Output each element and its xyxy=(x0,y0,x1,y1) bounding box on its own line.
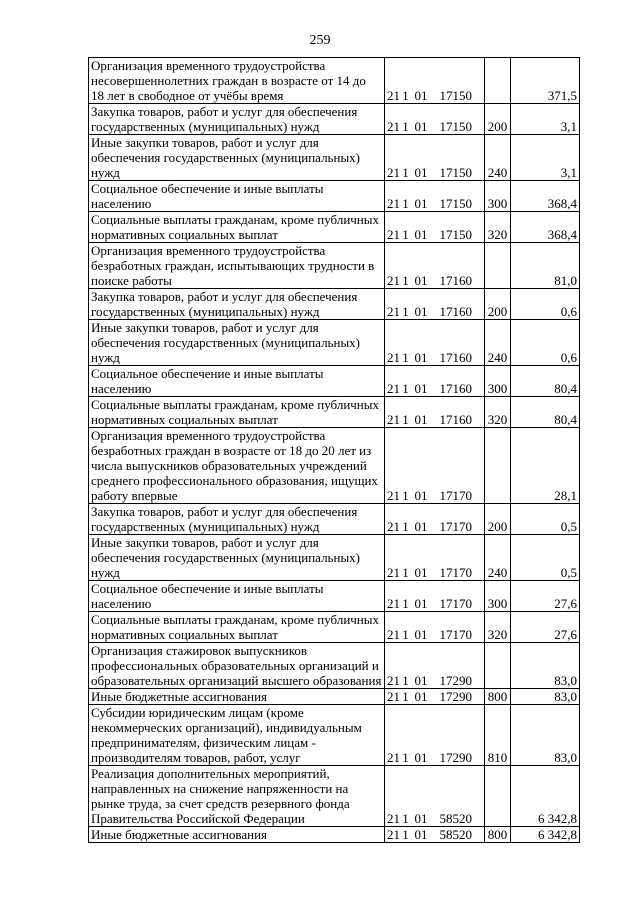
table-row xyxy=(89,289,580,320)
code-subprogram: 1 xyxy=(402,227,409,242)
table-row xyxy=(89,535,580,581)
classification-code xyxy=(385,612,485,643)
table-row xyxy=(89,428,580,504)
code-program: 21 xyxy=(387,88,400,103)
page-number: 259 xyxy=(309,33,331,48)
expense-description: Закупка товаров, работ и услуг для обеспечения государственных (муниципальных) нужд xyxy=(89,504,385,535)
code-main-activity: 01 xyxy=(414,673,428,688)
expense-type-code: 300 xyxy=(485,581,511,612)
code-subprogram: 1 xyxy=(402,519,409,534)
code-subprogram: 1 xyxy=(402,273,409,288)
code-main-activity: 01 xyxy=(414,488,428,503)
code-direction: 17170 xyxy=(439,488,472,503)
code-main-activity: 01 xyxy=(414,627,428,642)
code-main-activity: 01 xyxy=(414,750,428,765)
amount: 28,1 xyxy=(511,428,580,504)
code-main-activity: 01 xyxy=(414,827,428,842)
code-main-activity: 01 xyxy=(414,88,428,103)
code-main-activity: 01 xyxy=(414,381,428,396)
budget-table-body xyxy=(89,58,580,843)
classification-code xyxy=(385,504,485,535)
code-main-activity: 01 xyxy=(414,689,428,704)
code-subprogram: 1 xyxy=(402,627,409,642)
code-direction: 17150 xyxy=(439,88,472,103)
code-direction: 17170 xyxy=(439,627,472,642)
code-subprogram: 1 xyxy=(402,750,409,765)
expense-type-code: 810 xyxy=(485,705,511,766)
code-program: 21 xyxy=(387,565,400,580)
code-subprogram: 1 xyxy=(402,88,409,103)
classification-code xyxy=(385,289,485,320)
expense-type-code xyxy=(485,428,511,504)
table-row xyxy=(89,181,580,212)
code-direction: 17170 xyxy=(439,596,472,611)
code-direction: 17290 xyxy=(439,673,472,688)
code-subprogram: 1 xyxy=(402,381,409,396)
code-direction: 17290 xyxy=(439,750,472,765)
code-program: 21 xyxy=(387,350,400,365)
expense-type-code: 200 xyxy=(485,104,511,135)
classification-code xyxy=(385,104,485,135)
code-direction: 17160 xyxy=(439,381,472,396)
code-direction: 58520 xyxy=(439,811,472,826)
classification-code xyxy=(385,397,485,428)
expense-description: Организация стажировок выпускников профессиональных образовательных организаций и образовательных организаций высшего образования xyxy=(89,643,385,689)
code-direction: 17160 xyxy=(439,412,472,427)
amount: 0,6 xyxy=(511,289,580,320)
expense-type-code: 240 xyxy=(485,535,511,581)
expense-description: Реализация дополнительных мероприятий, направленных на снижение напряженности на рынке труда, за счет средств резервного фонда Правительства Российской Федерации xyxy=(89,766,385,827)
expense-type-code: 320 xyxy=(485,612,511,643)
amount: 83,0 xyxy=(511,689,580,705)
amount: 0,6 xyxy=(511,320,580,366)
amount: 27,6 xyxy=(511,612,580,643)
code-main-activity: 01 xyxy=(414,165,428,180)
amount: 27,6 xyxy=(511,581,580,612)
classification-code xyxy=(385,581,485,612)
amount: 81,0 xyxy=(511,243,580,289)
expense-type-code: 300 xyxy=(485,181,511,212)
amount: 6 342,8 xyxy=(511,766,580,827)
table-row xyxy=(89,135,580,181)
code-subprogram: 1 xyxy=(402,565,409,580)
code-subprogram: 1 xyxy=(402,350,409,365)
code-program: 21 xyxy=(387,196,400,211)
amount: 80,4 xyxy=(511,366,580,397)
code-main-activity: 01 xyxy=(414,596,428,611)
expense-description: Иные бюджетные ассигнования xyxy=(89,827,385,843)
code-program: 21 xyxy=(387,673,400,688)
expense-description: Социальное обеспечение и иные выплаты населению xyxy=(89,581,385,612)
code-direction: 17170 xyxy=(439,519,472,534)
code-direction: 17290 xyxy=(439,689,472,704)
code-direction: 17150 xyxy=(439,119,472,134)
code-program: 21 xyxy=(387,488,400,503)
code-program: 21 xyxy=(387,304,400,319)
table-row xyxy=(89,212,580,243)
expense-description: Социальное обеспечение и иные выплаты населению xyxy=(89,366,385,397)
classification-code xyxy=(385,212,485,243)
classification-code xyxy=(385,428,485,504)
expense-type-code xyxy=(485,643,511,689)
code-program: 21 xyxy=(387,227,400,242)
table-row xyxy=(89,397,580,428)
amount: 368,4 xyxy=(511,181,580,212)
classification-code xyxy=(385,766,485,827)
code-direction: 17150 xyxy=(439,165,472,180)
expense-type-code: 320 xyxy=(485,397,511,428)
code-main-activity: 01 xyxy=(414,519,428,534)
code-direction: 17150 xyxy=(439,227,472,242)
code-subprogram: 1 xyxy=(402,196,409,211)
expense-type-code: 200 xyxy=(485,504,511,535)
code-program: 21 xyxy=(387,827,400,842)
code-main-activity: 01 xyxy=(414,196,428,211)
code-main-activity: 01 xyxy=(414,811,428,826)
amount: 3,1 xyxy=(511,104,580,135)
expense-type-code: 200 xyxy=(485,289,511,320)
code-main-activity: 01 xyxy=(414,412,428,427)
code-program: 21 xyxy=(387,750,400,765)
expense-description: Организация временного трудоустройства несовершеннолетних граждан в возрасте от 14 до 18 лет в свободное от учёбы время xyxy=(89,58,385,104)
expense-type-code xyxy=(485,766,511,827)
code-program: 21 xyxy=(387,165,400,180)
code-main-activity: 01 xyxy=(414,304,428,319)
table-row xyxy=(89,689,580,705)
code-main-activity: 01 xyxy=(414,227,428,242)
code-main-activity: 01 xyxy=(414,119,428,134)
table-row xyxy=(89,58,580,104)
code-main-activity: 01 xyxy=(414,350,428,365)
code-program: 21 xyxy=(387,627,400,642)
table-row xyxy=(89,104,580,135)
expense-description: Социальные выплаты гражданам, кроме публичных нормативных социальных выплат xyxy=(89,212,385,243)
classification-code xyxy=(385,366,485,397)
table-row xyxy=(89,827,580,843)
amount: 83,0 xyxy=(511,643,580,689)
code-direction: 17160 xyxy=(439,273,472,288)
code-subprogram: 1 xyxy=(402,689,409,704)
code-program: 21 xyxy=(387,273,400,288)
table-row xyxy=(89,504,580,535)
table-row xyxy=(89,705,580,766)
table-row xyxy=(89,766,580,827)
code-program: 21 xyxy=(387,119,400,134)
code-program: 21 xyxy=(387,596,400,611)
table-row xyxy=(89,243,580,289)
expense-description: Иные закупки товаров, работ и услуг для обеспечения государственных (муниципальных) нужд xyxy=(89,320,385,366)
code-subprogram: 1 xyxy=(402,596,409,611)
code-direction: 58520 xyxy=(439,827,472,842)
amount: 83,0 xyxy=(511,705,580,766)
table-row xyxy=(89,366,580,397)
expense-description: Социальные выплаты гражданам, кроме публичных нормативных социальных выплат xyxy=(89,397,385,428)
code-subprogram: 1 xyxy=(402,412,409,427)
expense-description: Социальное обеспечение и иные выплаты населению xyxy=(89,181,385,212)
classification-code xyxy=(385,320,485,366)
code-subprogram: 1 xyxy=(402,811,409,826)
classification-code xyxy=(385,643,485,689)
code-direction: 17160 xyxy=(439,350,472,365)
table-row xyxy=(89,581,580,612)
expense-description: Социальные выплаты гражданам, кроме публичных нормативных социальных выплат xyxy=(89,612,385,643)
classification-code xyxy=(385,181,485,212)
code-main-activity: 01 xyxy=(414,565,428,580)
classification-code xyxy=(385,705,485,766)
code-program: 21 xyxy=(387,519,400,534)
amount: 371,5 xyxy=(511,58,580,104)
table-row xyxy=(89,612,580,643)
classification-code xyxy=(385,243,485,289)
code-subprogram: 1 xyxy=(402,827,409,842)
expense-type-code xyxy=(485,58,511,104)
amount: 3,1 xyxy=(511,135,580,181)
expense-description: Закупка товаров, работ и услуг для обеспечения государственных (муниципальных) нужд xyxy=(89,104,385,135)
amount: 0,5 xyxy=(511,535,580,581)
table-row xyxy=(89,643,580,689)
classification-code xyxy=(385,135,485,181)
budget-table xyxy=(88,57,580,843)
expense-description: Субсидии юридическим лицам (кроме некоммерческих организаций), индивидуальным предпринимателям, физическим лицам - производителям товаров, работ, услуг xyxy=(89,705,385,766)
expense-type-code: 800 xyxy=(485,689,511,705)
code-program: 21 xyxy=(387,811,400,826)
expense-description: Иные бюджетные ассигнования xyxy=(89,689,385,705)
amount: 80,4 xyxy=(511,397,580,428)
code-subprogram: 1 xyxy=(402,673,409,688)
expense-type-code xyxy=(485,243,511,289)
code-subprogram: 1 xyxy=(402,488,409,503)
expense-type-code: 300 xyxy=(485,366,511,397)
code-direction: 17160 xyxy=(439,304,472,319)
code-subprogram: 1 xyxy=(402,165,409,180)
code-subprogram: 1 xyxy=(402,304,409,319)
classification-code xyxy=(385,827,485,843)
code-program: 21 xyxy=(387,412,400,427)
expense-type-code: 240 xyxy=(485,320,511,366)
expense-description: Иные закупки товаров, работ и услуг для обеспечения государственных (муниципальных) нужд xyxy=(89,135,385,181)
amount: 368,4 xyxy=(511,212,580,243)
amount: 0,5 xyxy=(511,504,580,535)
amount: 6 342,8 xyxy=(511,827,580,843)
expense-description: Организация временного трудоустройства безработных граждан в возрасте от 18 до 20 лет из числа выпускников образовательных учреждений среднего профессионального образования, ищущих работу впервые xyxy=(89,428,385,504)
code-program: 21 xyxy=(387,689,400,704)
classification-code xyxy=(385,58,485,104)
expense-type-code: 240 xyxy=(485,135,511,181)
code-program: 21 xyxy=(387,381,400,396)
code-main-activity: 01 xyxy=(414,273,428,288)
table-row xyxy=(89,320,580,366)
expense-type-code: 800 xyxy=(485,827,511,843)
expense-description: Иные закупки товаров, работ и услуг для обеспечения государственных (муниципальных) нужд xyxy=(89,535,385,581)
code-direction: 17170 xyxy=(439,565,472,580)
code-subprogram: 1 xyxy=(402,119,409,134)
code-direction: 17150 xyxy=(439,196,472,211)
expense-description: Организация временного трудоустройства безработных граждан, испытывающих трудности в поиске работы xyxy=(89,243,385,289)
expense-description: Закупка товаров, работ и услуг для обеспечения государственных (муниципальных) нужд xyxy=(89,289,385,320)
classification-code xyxy=(385,535,485,581)
expense-type-code: 320 xyxy=(485,212,511,243)
classification-code xyxy=(385,689,485,705)
